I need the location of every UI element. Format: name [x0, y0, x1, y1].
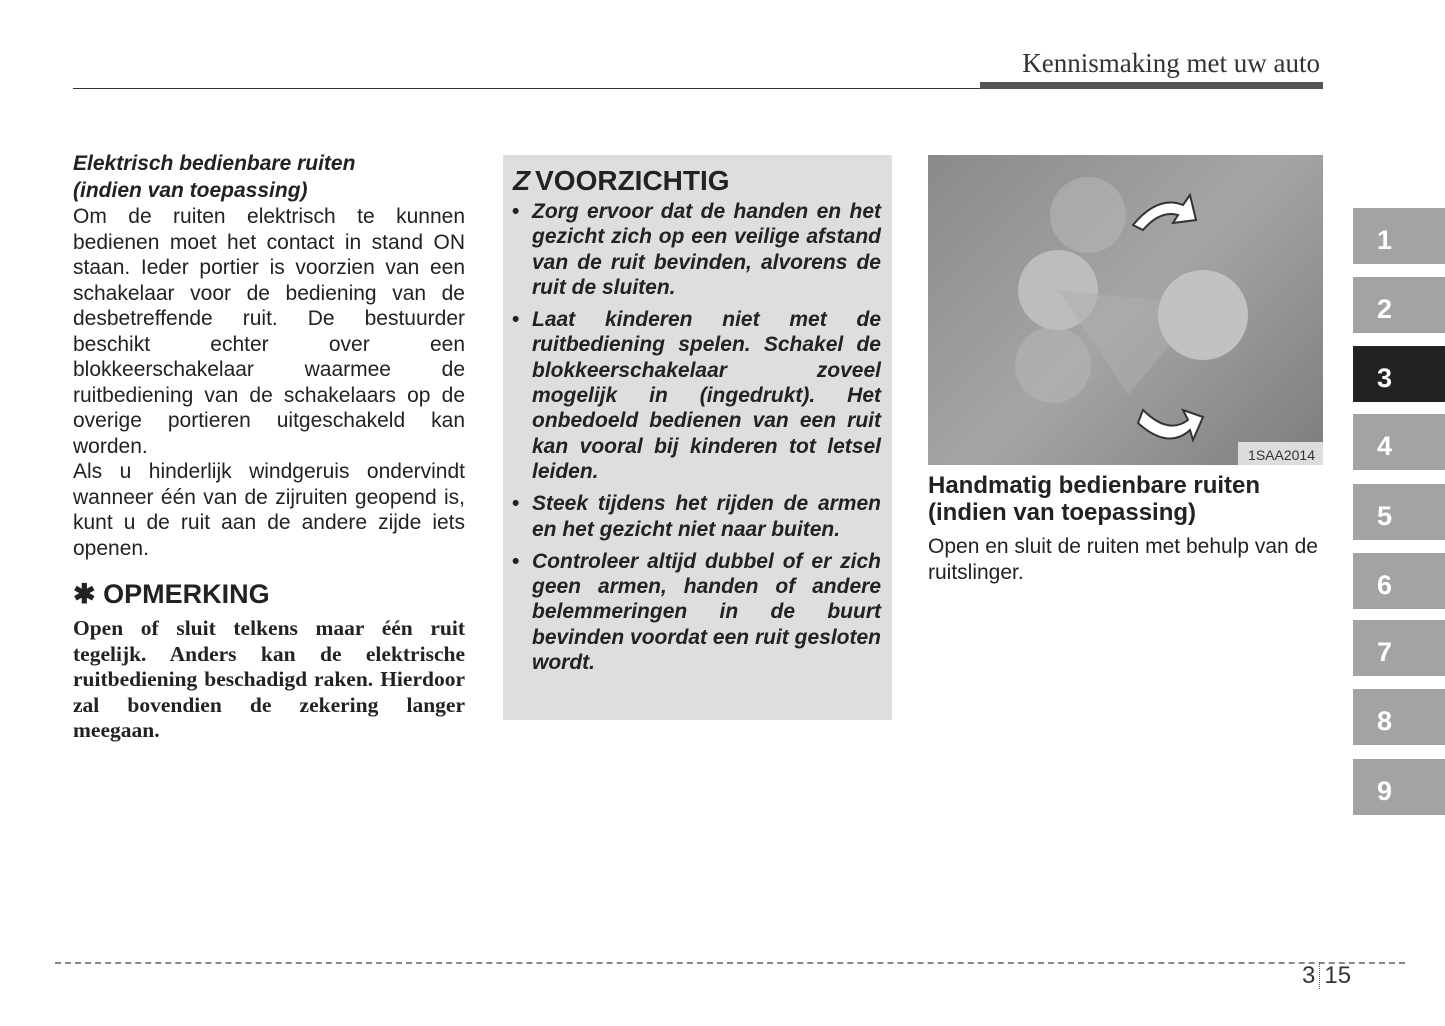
- footer-rule: [55, 962, 1405, 964]
- running-header: Kennismaking met uw auto: [1022, 48, 1320, 78]
- paragraph: Om de ruiten elektrisch te kunnen bedienen moet het contact in stand ON staan. Ieder portier is voorzien van een schakelaar voor de bediening van de desbetreffende ruit. De bestuurder beschikt echter over een blokkeerschakelaar waarmee de ruitbediening van de schakelaars op de overige portieren uitgeschakeld kan worden.: [73, 205, 465, 458]
- note-heading: ✱ OPMERKING: [73, 579, 270, 609]
- chapter-tab-7[interactable]: 7: [1353, 620, 1445, 676]
- window-crank-photo: [928, 155, 1323, 465]
- caution-icon: Z: [513, 165, 528, 196]
- caution-box: [503, 155, 892, 720]
- page-number: [1302, 962, 1351, 990]
- paragraph: Open en sluit de ruiten met behulp van de ruitslinger.: [928, 535, 1318, 584]
- caution-item: • Controleer altijd dubbel of er zich geen armen, handen of andere belemmeringen in de buurt bevinden voordat een ruit gesloten wordt.: [532, 549, 881, 675]
- chapter-tab-5[interactable]: 5: [1353, 484, 1445, 540]
- chapter-tab-9[interactable]: 9: [1353, 759, 1445, 815]
- image-code: 1SAA2014: [1248, 447, 1315, 463]
- chapter-tab-6[interactable]: 6: [1353, 553, 1445, 609]
- section-subtitle: (indien van toepassing): [73, 179, 308, 202]
- window-crank-illustration: [928, 155, 1323, 465]
- section-subtitle: (indien van toepassing): [928, 499, 1197, 526]
- caution-item: • Laat kinderen niet met de ruitbediening spelen. Schakel de blokkeerschakelaar zoveel mogelijk in (ingedrukt). Het onbedoeld bedienen van een ruit kan vooral bij kinderen tot letsel leiden.: [532, 307, 881, 484]
- note-text: Open of sluit telkens maar één ruit tegelijk. Anders kan de elektrische ruitbediening beschadigd raken. Hierdoor zal bovendien de zekering langer meegaan.: [73, 616, 465, 742]
- paragraph: Als u hinderlijk windgeruis ondervindt wanneer één van de zijruiten geopend is, kunt u de ruit aan de andere zijde iets openen.: [73, 460, 465, 560]
- chapter-tab-8[interactable]: 8: [1353, 689, 1445, 745]
- left-column: [73, 150, 465, 744]
- right-column: [928, 472, 1323, 585]
- caution-item: • Steek tijdens het rijden de armen en het gezicht niet naar buiten.: [532, 491, 881, 542]
- caution-item: • Zorg ervoor dat de handen en het gezicht zich op een veilige afstand van de ruit bevinden, alvorens de ruit de sluiten.: [532, 199, 881, 300]
- chapter-number: 3: [1302, 962, 1316, 989]
- chapter-tab-3[interactable]: 3: [1353, 346, 1445, 402]
- chapter-tab-4[interactable]: 4: [1353, 414, 1445, 470]
- page-number-value: 15: [1324, 962, 1352, 989]
- caution-heading: [513, 165, 892, 197]
- chapter-tab-1[interactable]: 1: [1353, 208, 1445, 264]
- section-title: Elektrisch bedienbare ruiten: [73, 152, 356, 175]
- chapter-tab-2[interactable]: 2: [1353, 277, 1445, 333]
- caution-heading-text: VOORZICHTIG: [535, 165, 730, 196]
- section-title: Handmatig bedienbare ruiten: [928, 472, 1261, 499]
- header-bar: [980, 82, 1323, 89]
